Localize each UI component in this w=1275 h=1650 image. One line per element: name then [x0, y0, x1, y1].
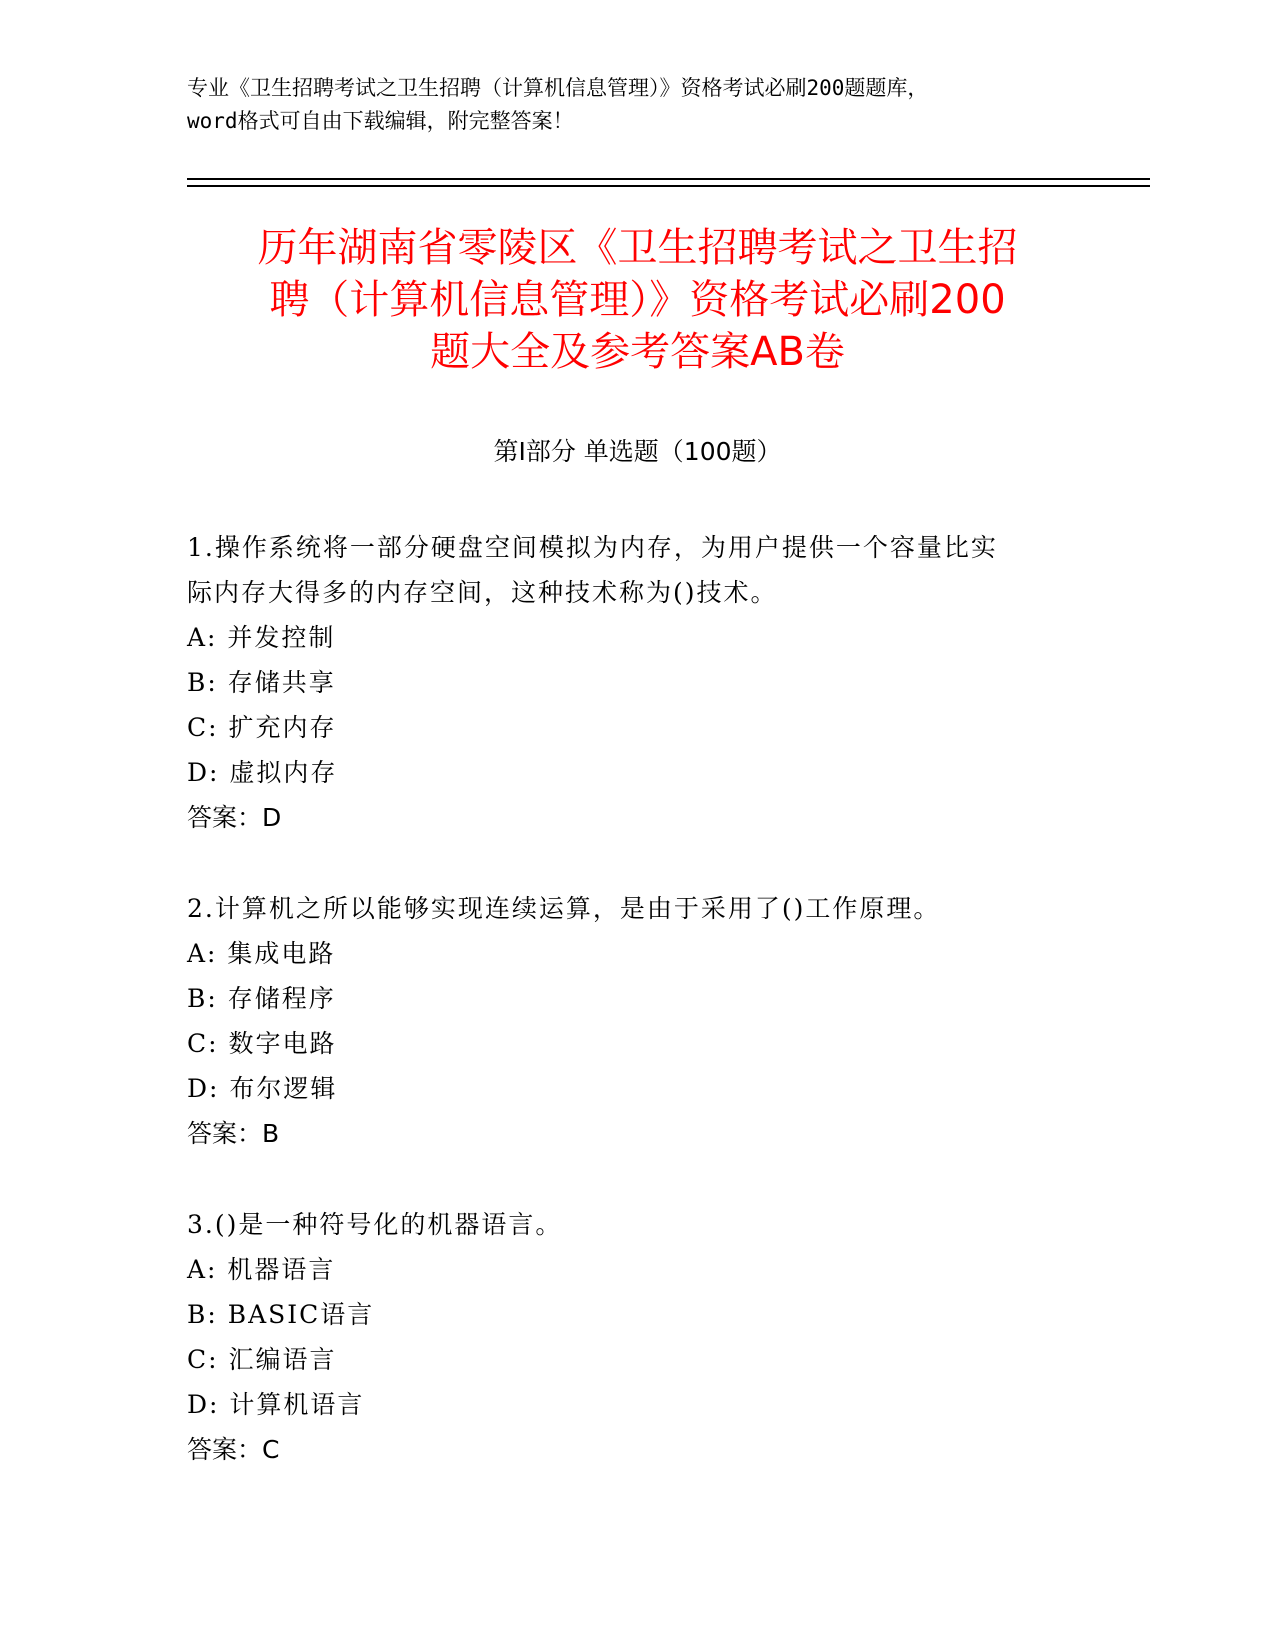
question-3: [187, 1202, 1087, 1472]
option-a: A: 机器语言: [187, 1255, 336, 1284]
section-heading: 第Ⅰ部分 单选题（100题）: [493, 437, 782, 466]
answer: 答案：B: [187, 1119, 280, 1148]
answer: 答案：C: [187, 1435, 280, 1464]
document-title-line-3: 题大全及参考答案AB卷: [430, 329, 845, 375]
document-title-line-1: 历年湖南省零陵区《卫生招聘考试之卫生招: [257, 225, 1018, 271]
question-list: [187, 525, 1087, 1472]
option-b: B: 存储程序: [187, 984, 336, 1013]
question-spacer: [187, 1156, 1087, 1202]
option-d: D: 布尔逻辑: [187, 1074, 338, 1103]
question-1: [187, 525, 1087, 840]
question-text-line: 1.操作系统将一部分硬盘空间模拟为内存，为用户提供一个容量比实: [187, 533, 998, 562]
option-c: C: 汇编语言: [187, 1345, 337, 1374]
option-b: B: BASIC语言: [187, 1300, 375, 1329]
header-divider-top: [187, 178, 1150, 180]
header-note-line-2: word格式可自由下载编辑，附完整答案！: [187, 109, 574, 133]
header-divider-bottom: [187, 185, 1150, 187]
answer: 答案：D: [187, 803, 282, 832]
option-a: A: 集成电路: [187, 939, 336, 968]
document-title: [150, 222, 1125, 378]
option-b: B: 存储共享: [187, 668, 336, 697]
option-d: D: 虚拟内存: [187, 758, 338, 787]
question-spacer: [187, 840, 1087, 886]
option-d: D: 计算机语言: [187, 1390, 365, 1419]
header-note: [187, 72, 1087, 138]
option-a: A: 并发控制: [187, 623, 336, 652]
option-c: C: 数字电路: [187, 1029, 337, 1058]
question-text-line: 2.计算机之所以能够实现连续运算，是由于采用了()工作原理。: [187, 894, 941, 923]
question-2: [187, 886, 1087, 1156]
question-text-line: 3.()是一种符号化的机器语言。: [187, 1210, 563, 1239]
document-title-line-2: 聘（计算机信息管理）》资格考试必刷200: [269, 277, 1006, 323]
header-note-line-1: 专业《卫生招聘考试之卫生招聘（计算机信息管理）》资格考试必刷200题题库，: [187, 76, 929, 100]
question-text-line: 际内存大得多的内存空间，这种技术称为()技术。: [187, 578, 778, 607]
option-c: C: 扩充内存: [187, 713, 337, 742]
